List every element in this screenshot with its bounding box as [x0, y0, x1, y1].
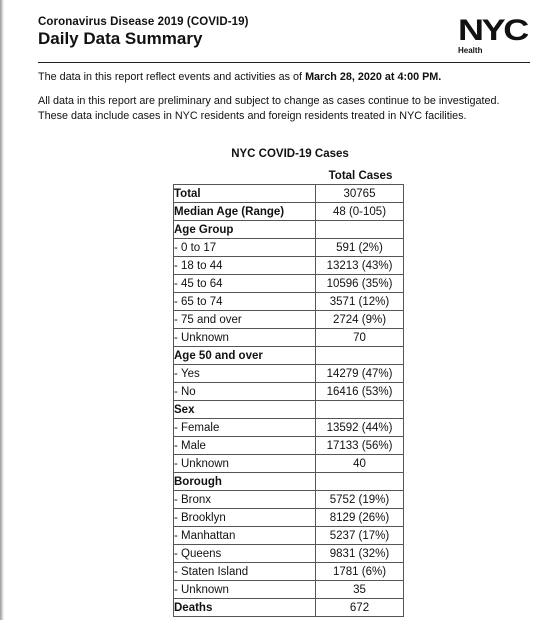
table-row	[174, 221, 404, 239]
row-label	[174, 455, 316, 473]
row-label	[174, 347, 316, 365]
table-row	[174, 239, 404, 257]
row-label	[174, 491, 316, 509]
row-value: 9831 (32%)	[316, 545, 404, 563]
nyc-health-logo	[458, 14, 534, 55]
cases-table	[173, 184, 404, 617]
column-header-total-cases: Total Cases	[328, 170, 393, 182]
row-label	[174, 527, 316, 545]
report-supertitle: Coronavirus Disease 2019 (COVID-19)	[38, 16, 249, 28]
table-row	[174, 329, 404, 347]
indent-dash-icon: -	[174, 259, 178, 272]
row-value: 5752 (19%)	[316, 491, 404, 509]
table-row	[174, 509, 404, 527]
table-row	[174, 383, 404, 401]
table-row	[174, 257, 404, 275]
intro-paragraph-1	[38, 70, 538, 85]
row-label-text: Brooklyn	[181, 511, 226, 524]
table-row	[174, 365, 404, 383]
table-row	[174, 401, 404, 419]
table-row	[174, 599, 404, 617]
row-value: 17133 (56%)	[316, 437, 404, 455]
cases-table-body	[174, 185, 404, 617]
indent-dash-icon: -	[174, 439, 178, 452]
table-row	[174, 347, 404, 365]
row-label-text: Manhattan	[181, 529, 236, 542]
row-label-text: 65 to 74	[181, 295, 223, 308]
row-value: 3571 (12%)	[316, 293, 404, 311]
row-label-text: Borough	[174, 475, 222, 488]
row-label	[174, 311, 316, 329]
row-value: 1781 (6%)	[316, 563, 404, 581]
row-value: 5237 (17%)	[316, 527, 404, 545]
row-value: 16416 (53%)	[316, 383, 404, 401]
indent-dash-icon: -	[174, 331, 178, 344]
table-row	[174, 293, 404, 311]
indent-dash-icon: -	[174, 493, 178, 506]
row-label	[174, 275, 316, 293]
page-edge-shadow	[0, 0, 4, 620]
row-label	[174, 365, 316, 383]
table-row	[174, 545, 404, 563]
row-value: 35	[316, 581, 404, 599]
row-value: 30765	[316, 185, 404, 203]
row-label	[174, 401, 316, 419]
intro-text	[38, 70, 538, 124]
row-label-text: Total	[174, 187, 201, 200]
row-label-text: Sex	[174, 403, 195, 416]
indent-dash-icon: -	[174, 241, 178, 254]
indent-dash-icon: -	[174, 457, 178, 470]
row-label-text: 0 to 17	[181, 241, 217, 254]
row-label	[174, 563, 316, 581]
report-title: Daily Data Summary	[38, 29, 203, 48]
row-label-text: Age 50 and over	[174, 349, 263, 362]
indent-dash-icon: -	[174, 511, 178, 524]
indent-dash-icon: -	[174, 277, 178, 290]
row-label-text: Deaths	[174, 601, 213, 614]
row-label-text: Unknown	[181, 457, 229, 470]
table-title: NYC COVID-19 Cases	[231, 148, 349, 160]
row-value: 591 (2%)	[316, 239, 404, 257]
row-value: 14279 (47%)	[316, 365, 404, 383]
row-value	[316, 401, 404, 419]
row-label	[174, 509, 316, 527]
row-value	[316, 473, 404, 491]
row-value: 70	[316, 329, 404, 347]
row-label	[174, 239, 316, 257]
row-label-text: Age Group	[174, 223, 234, 236]
row-label-text: Female	[181, 421, 220, 434]
row-value	[316, 221, 404, 239]
table-row	[174, 185, 404, 203]
indent-dash-icon: -	[174, 367, 178, 380]
row-label	[174, 545, 316, 563]
intro-line-1: All data in this report are preliminary and subject to change as cases continue to be investigated.	[38, 95, 500, 107]
table-row	[174, 455, 404, 473]
row-label	[174, 581, 316, 599]
indent-dash-icon: -	[174, 295, 178, 308]
row-value: 2724 (9%)	[316, 311, 404, 329]
row-label	[174, 329, 316, 347]
indent-dash-icon: -	[174, 547, 178, 560]
report-header	[38, 16, 249, 49]
row-value: 672	[316, 599, 404, 617]
header-divider	[38, 62, 530, 63]
row-label-text: Male	[181, 439, 206, 452]
indent-dash-icon: -	[174, 421, 178, 434]
report-date: March 28, 2020 at 4:00 PM.	[305, 71, 442, 83]
indent-dash-icon: -	[174, 583, 178, 596]
row-label	[174, 185, 316, 203]
table-row	[174, 275, 404, 293]
table-row	[174, 311, 404, 329]
row-label	[174, 473, 316, 491]
row-label-text: Yes	[181, 367, 200, 380]
row-label-text: Queens	[181, 547, 222, 560]
row-label-text: 75 and over	[181, 313, 242, 326]
row-label-text: Bronx	[181, 493, 212, 506]
row-label-text: No	[181, 385, 196, 398]
table-row	[174, 473, 404, 491]
row-label	[174, 257, 316, 275]
row-label-text: Unknown	[181, 583, 229, 596]
table-row	[174, 581, 404, 599]
nyc-logo-mark: NYC	[458, 14, 527, 47]
row-value	[316, 347, 404, 365]
table-row	[174, 491, 404, 509]
row-label	[174, 599, 316, 617]
indent-dash-icon: -	[174, 529, 178, 542]
table-row	[174, 527, 404, 545]
table-row	[174, 437, 404, 455]
row-label-text: 45 to 64	[181, 277, 223, 290]
table-row	[174, 203, 404, 221]
row-value: 48 (0-105)	[316, 203, 404, 221]
row-value: 13213 (43%)	[316, 257, 404, 275]
indent-dash-icon: -	[174, 385, 178, 398]
row-value: 40	[316, 455, 404, 473]
row-label-text: Unknown	[181, 331, 229, 344]
row-value: 10596 (35%)	[316, 275, 404, 293]
row-label	[174, 293, 316, 311]
row-label-text: Staten Island	[181, 565, 249, 578]
intro-line-2: These data include cases in NYC residents and foreign residents treated in NYC facilities.	[38, 110, 467, 122]
table-row	[174, 419, 404, 437]
table-row	[174, 563, 404, 581]
row-label	[174, 203, 316, 221]
intro-paragraph-2	[38, 94, 538, 124]
row-label	[174, 437, 316, 455]
nyc-logo-health: Health	[458, 46, 483, 55]
indent-dash-icon: -	[174, 313, 178, 326]
row-label-text: Median Age (Range)	[174, 205, 285, 218]
row-value: 8129 (26%)	[316, 509, 404, 527]
row-label	[174, 383, 316, 401]
row-label	[174, 221, 316, 239]
intro-prefix: The data in this report reflect events and activities as of	[38, 71, 306, 83]
indent-dash-icon: -	[174, 565, 178, 578]
row-label	[174, 419, 316, 437]
row-label-text: 18 to 44	[181, 259, 223, 272]
row-value: 13592 (44%)	[316, 419, 404, 437]
